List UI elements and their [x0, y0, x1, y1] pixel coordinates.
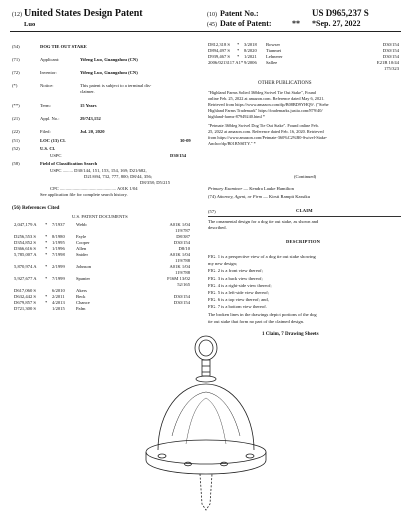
other-publications-title: OTHER PUBLICATIONS — [258, 81, 312, 86]
claim-text-cont: described. — [208, 225, 227, 230]
primary-examiner-label: Primary Examiner — [208, 186, 243, 191]
appl-no-value: 29/743,152 — [80, 116, 101, 121]
ref-name: Akers — [76, 288, 87, 293]
ref-number: D366,616 S — [14, 246, 36, 251]
ref-star: * — [45, 246, 48, 251]
ref-number: 2006/0213117 A1* — [208, 60, 244, 65]
notice-value: This patent is subject to a terminal dis- — [80, 83, 152, 88]
patent-number: US D965,237 S — [312, 8, 369, 18]
uspc-search-line: USPC ......... D30/144, 151, 153, 154, 169; D21/682, — [50, 168, 147, 173]
description-line: FIG. 1 is a perspective view of a dog tie out stake showing — [208, 254, 316, 259]
ref-star: * — [45, 300, 48, 305]
patent-type-title: United States Design Patent — [24, 8, 143, 19]
ref-name: Webb — [76, 222, 87, 227]
notice-label: Notice: — [40, 83, 54, 88]
ref-star: * — [237, 54, 240, 59]
ref-name: Allen — [76, 246, 87, 251]
ref-name: Cooper — [76, 240, 90, 245]
ref-name: Fayle — [76, 234, 87, 239]
search-history-note: See application file for complete search history. — [40, 192, 128, 197]
uspc-label: USPC — [50, 153, 62, 158]
ref-class: D8/10 — [178, 246, 190, 251]
ref-class: A01K 1/04 — [169, 252, 190, 257]
ref-class: 119/787 — [175, 228, 190, 233]
ref-class: E21B 10/44 — [376, 60, 399, 65]
ref-date: 1/2021 — [244, 54, 257, 59]
ref-star: * — [45, 294, 48, 299]
other-publication-line: Retrieved from https://www.amazon.com/dp/B08BD9YHQ9/. ("Siehe — [208, 102, 329, 107]
ref-date: 8/1980 — [52, 234, 65, 239]
description-line: tie out stake that form no part of the claimed design. — [208, 318, 305, 324]
header-left-code: (12) — [12, 12, 22, 18]
ref-date: 7/1999 — [52, 276, 65, 281]
uspc-search-line: D8/358; D5/215 — [140, 180, 170, 185]
ref-name: Lehnerer — [266, 54, 283, 59]
ref-class: D8/387 — [176, 234, 190, 239]
claims-summary: 1 Claim, 7 Drawing Sheets — [262, 332, 319, 337]
patent-number-label: Patent No.: — [220, 9, 259, 18]
ref-date: 1/2015 — [52, 306, 65, 311]
ref-star: * — [45, 276, 48, 281]
ref-name: Sallee — [266, 60, 278, 65]
base-flange-top — [146, 440, 266, 464]
biblio-code: (21) — [12, 116, 20, 121]
uspc-value: D30/154 — [170, 153, 187, 158]
other-publication-line: highland-farms-87949240.html * — [208, 114, 266, 119]
biblio-code: (58) — [12, 161, 20, 166]
uspc-search-line: D21/694, 732, 777, 800; D8/44, 356; — [84, 174, 153, 179]
ref-date: 2/1999 — [52, 264, 65, 269]
ref-date: 2/2011 — [52, 294, 65, 299]
patent-date-code: (45) — [207, 22, 217, 28]
design-drawing — [106, 332, 306, 512]
filed-label: Filed: — [40, 129, 51, 134]
ref-star: * — [45, 222, 48, 227]
attorney-value: — Kirsti Rampit Kassiku — [263, 194, 311, 199]
base-flange-edge — [146, 452, 266, 474]
attorney-label: Attorney, Agent, or Firm — [216, 194, 263, 199]
ref-date: 3/2018 — [244, 42, 257, 47]
ref-class: A01K 1/04 — [169, 264, 190, 269]
attorney-agent — [208, 194, 310, 199]
ref-name: Snider — [76, 252, 88, 257]
notice-value-cont: claimer. — [80, 89, 95, 94]
claim-rule — [208, 216, 401, 217]
biblio-code: (71) — [12, 57, 20, 62]
inventor-value: Yifeng Luo, Guangzhou (CN) — [80, 70, 138, 75]
description-line: FIG. 4 is a right-side view thereof; — [208, 282, 272, 288]
description-line: FIG. 7 is a bottom view thereof. — [208, 304, 267, 310]
ref-class: D30/154 — [173, 240, 190, 245]
loc-label: LOC (13) Cl. — [40, 138, 66, 143]
ref-date: 7/1998 — [52, 252, 65, 257]
ref-number: D354,852 S — [14, 240, 36, 245]
description-line: The broken lines in the drawings depict portions of the dog — [208, 311, 317, 317]
applicant-value: Yifeng Luo, Guangzhou (CN) — [80, 57, 138, 62]
patent-date: *Sep. 27, 2022 — [312, 19, 361, 28]
applicant-label: Applicant: — [40, 57, 60, 62]
claim-code: (57) — [208, 209, 216, 214]
biblio-code: (22) — [12, 129, 20, 134]
appl-no-label: Appl. No.: — [40, 116, 60, 121]
ref-number: 2,047,179 A — [14, 222, 37, 227]
us-patent-docs-title: U.S. PATENT DOCUMENTS — [72, 214, 128, 219]
header-rule — [10, 31, 401, 32]
ref-number: D894,497 S — [208, 48, 230, 53]
ref-name: Johnson — [76, 264, 92, 269]
continued-note: (Continued) — [294, 174, 317, 179]
ref-number: 5,785,007 A — [14, 252, 37, 257]
ref-date: 1/1996 — [52, 246, 65, 251]
references-cited-title: (56) References Cited — [12, 205, 60, 211]
biblio-code: (51) — [12, 138, 20, 143]
ref-star: * — [45, 252, 48, 257]
ref-date: 6/2010 — [52, 288, 65, 293]
other-publication-line: 25, 2022 at amazon.com. Reference dated Feb. 16, 2020. Retrieved — [208, 129, 324, 134]
ref-class: D30/154 — [173, 294, 190, 299]
us-cl-label: U.S. Cl. — [40, 146, 56, 151]
claim-text: The ornamental design for a dog tie out stake, as shown and — [208, 219, 319, 224]
ref-class: D30/154 — [382, 42, 399, 47]
ref-date: 4/2013 — [52, 300, 65, 305]
ref-class: A01K 1/04 — [169, 222, 190, 227]
ref-number: 5,870,974 A — [14, 264, 37, 269]
ref-number: D256,553 S — [14, 234, 36, 239]
inventor-label: Inventor: — [40, 70, 57, 75]
other-publication-line: from https://www.amazon.com/Petmate-360%C2%B0-Swivel-Stake- — [208, 135, 328, 140]
other-publication-line: Highland Farms Trademark" https://trademarks.justia.com/879/40/ — [208, 108, 323, 113]
ref-date: 9/2006 — [244, 60, 257, 65]
ref-class: 119/788 — [175, 270, 190, 275]
other-publication-line: Anchor/dp/B01BNSITY." * — [208, 141, 256, 146]
other-publication-line: "Petmate 360deg Swivel Dog Tie Out Stake". Found online Feb. — [208, 123, 319, 128]
ref-star: * — [237, 42, 240, 47]
ref-number: D632,442 S — [14, 294, 36, 299]
ref-star: * — [45, 240, 48, 245]
biblio-code: (72) — [12, 70, 20, 75]
description-line: my new design; — [208, 261, 238, 267]
swivel-shank — [202, 360, 210, 376]
inventor-surname: Luo — [24, 21, 36, 28]
ref-number: 5,927,677 A — [14, 276, 37, 281]
ref-star: * — [45, 264, 48, 269]
field-search-label: Field of Classification Search — [40, 161, 98, 166]
primary-examiner-value: — Kendra Lauke Hamilton — [243, 186, 294, 191]
ref-star: * — [237, 48, 240, 53]
ref-number: D721,300 S — [14, 306, 36, 311]
biblio-code: (54) — [12, 44, 20, 49]
ref-date: 1/1995 — [52, 240, 65, 245]
patent-date-stars: ** — [292, 19, 300, 28]
ref-number: D617,060 S — [14, 288, 36, 293]
other-publication-line: online Feb. 25, 2022 at amazon.com. Reference dated May 6, 2021. — [208, 96, 325, 101]
patent-date-label: Date of Patent: — [220, 19, 272, 28]
ref-name: Tianmei — [266, 48, 282, 53]
ref-number: D812,318 S — [208, 42, 230, 47]
claim-title: CLAIM — [296, 208, 313, 213]
description-line: FIG. 5 is a left-side view thereof; — [208, 290, 270, 295]
ref-class: 175/323 — [383, 66, 399, 71]
ref-number: D939,467 S — [208, 54, 230, 59]
patent-number-code: (10) — [207, 12, 217, 18]
cpc-line: CPC ................................................. A01K 1/04 — [50, 186, 138, 191]
ref-name: Chance — [76, 300, 90, 305]
title-of-invention: DOG TIE OUT STAKE — [40, 44, 87, 49]
biblio-code: (52) — [12, 146, 20, 151]
ref-date: 8/2020 — [244, 48, 257, 53]
term-value: 15 Years — [80, 103, 97, 108]
flange-hole — [246, 454, 254, 458]
description-line: FIG. 2 is a front view thereof; — [208, 268, 263, 274]
description-line: FIG. 3 is a back view thereof; — [208, 275, 263, 281]
ref-number: D679,857 S — [14, 300, 36, 305]
swivel-ring-inner — [199, 340, 213, 356]
ref-class: D30/154 — [173, 300, 190, 305]
ref-class: 52/165 — [177, 282, 190, 287]
swivel-washer — [196, 376, 216, 382]
ref-name: Spanier — [76, 276, 91, 281]
description-title: DESCRIPTION — [286, 239, 321, 244]
ref-class: F16M 13/02 — [167, 276, 190, 281]
description-line: FIG. 6 is a top view thereof; and, — [208, 297, 269, 303]
term-label: Term: — [40, 103, 51, 108]
biblio-code: (*) — [12, 83, 18, 88]
biblio-code: (**) — [12, 103, 20, 108]
ref-star: * — [45, 234, 48, 239]
ref-name: Bowser — [266, 42, 281, 47]
stake-spike-broken — [200, 474, 212, 510]
flange-hole — [158, 454, 166, 458]
ref-class: 119/788 — [175, 258, 190, 263]
ref-class: D30/154 — [382, 54, 399, 59]
ref-name: Palm — [76, 306, 86, 311]
ref-class: D30/154 — [382, 48, 399, 53]
attorney-code: (74) — [208, 194, 216, 199]
ref-date: 7/1937 — [52, 222, 65, 227]
primary-examiner — [208, 186, 294, 191]
filed-value: Jul. 20, 2020 — [80, 129, 105, 134]
ref-name: Beck — [76, 294, 86, 299]
other-publication-line: "Highland Farms Solied 360deg Swivel Tie Out Stake", Found — [208, 90, 316, 95]
loc-value: 30-09 — [180, 138, 191, 143]
